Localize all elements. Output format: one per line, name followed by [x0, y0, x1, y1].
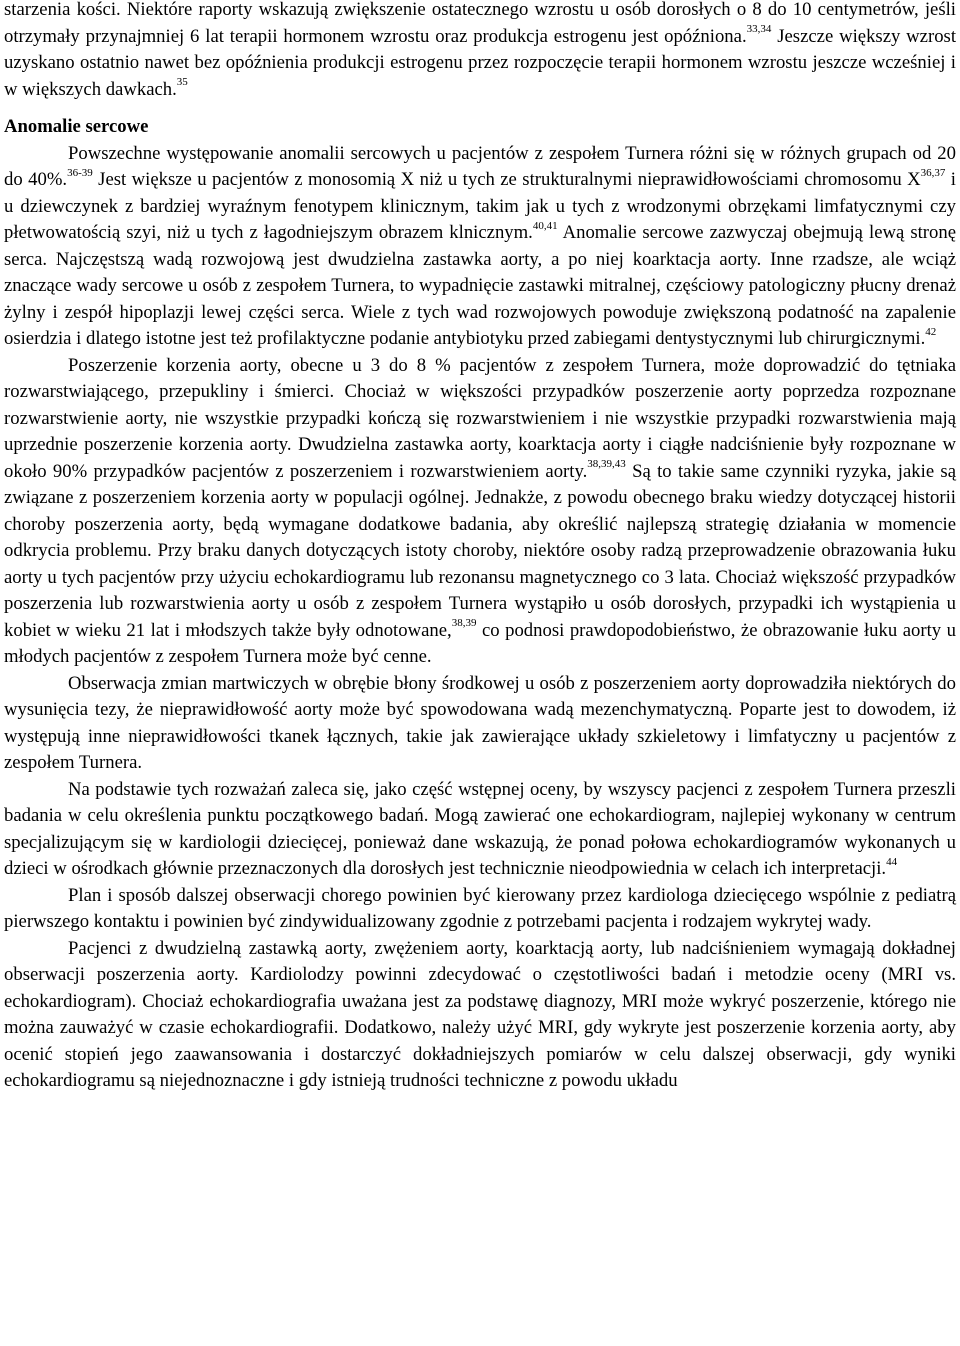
- citation: 36,37: [920, 166, 946, 179]
- paragraph-text: co podnosi prawdopodobieństwo, że obrazowanie łuku aorty u młodych pacjentów z zespołem Turnera może być cenne.: [4, 619, 956, 667]
- paragraph-text: Są to takie same czynniki ryzyka, jakie są związane z poszerzeniem korzenia aorty w populacji ogólnej. Jednakże, z powodu obecnego braku wiedzy dotyczącej historii choroby poszerzenia aorty, będą wymagane dodatkowe badania, aby określić najlepszą strategię działania w momencie odkrycia problemu. Przy braku danych dotyczących istoty choroby, niektóre osoby radzą przeprowadzenie obrazowania łuku aorty u tych pacjentów przy użyciu echokardiogramu lub rezonansu magnetycznego co 3 lata. Chociaż większość przypadków poszerzenia lub rozwarstwienia aorty u osób z zespołem Turnera wystąpiło u osób dorosłych, przypadki ich wystąpienia u kobiet w wieku 21 lat i młodszych także były odnotowane,: [4, 460, 956, 641]
- paragraph-text: Anomalie sercowe zazwyczaj obejmują lewą stronę serca. Najczęstszą wadą rozwojową jest dwudzielna zastawka aorty, a po niej koarktacja aorty. Inne rzadsze, ale wciąż znaczące wady sercowe u osób z zespołem Turnera, to wypadnięcie zastawki mitralnej, częściowy patologiczny płucny drenaż żylny i zespół hipoplazji lewej części serca. Wiele z tych wad rozwojowych powoduje zwiększoną podatność na zapalenie osierdzia i dlatego istotne jest też profilaktyczne podanie antybiotyku przed zabiegami dentystycznymi lub chirurgicznymi.: [4, 222, 956, 349]
- citation: 40,41: [532, 219, 558, 232]
- intro-text-2: Jeszcze większy wzrost uzyskano ostatnio nawet bez opóźnienia produkcji estrogenu przez rozpoczęcie terapii hormonem wzrostu jeszcze wcześniej i w większych dawkach.: [4, 25, 957, 100]
- citation: 44: [886, 855, 898, 868]
- intro-text-1: starzenia kości. Niektóre raporty wskazują zwiększenie ostatecznego wzrostu u osób dorosłych o 8 do 10 centymetrów, jeśli otrzymały przynajmniej 6 lat terapii hormonem wzrostu oraz produkcja estrogenu jest opóźniona.: [4, 0, 956, 47]
- paragraph-aortic-dilation: [4, 353, 956, 671]
- document-page: [4, 0, 956, 1095]
- paragraph-initial-evaluation: [4, 777, 956, 883]
- section-heading: Anomalie sercowe: [4, 116, 149, 137]
- paragraph-cardiac-anomalies: [4, 141, 956, 353]
- intro-paragraph: [4, 0, 956, 103]
- paragraph-text: i u dziewczynek z bardziej wyraźnym fenotypem klinicznym, takim jak u tych z wrodzonymi obrzękami limfatycznymi czy płetwowatością szyi, niż u tych z łagodniejszym obrazem klnicznym.: [4, 169, 956, 243]
- paragraph-text: Jest większe u pacjentów z monosomią X niż u tych ze strukturalnymi nieprawidłowościami chromosomu X: [92, 169, 921, 190]
- citation: 36-39: [67, 166, 93, 179]
- paragraph-text: Na podstawie tych rozważań zaleca się, jako część wstępnej oceny, by wszyscy pacjenci z zespołem Turnera przeszli badania w celu określenia punktu początkowego badań. Mogą zawierać one echokardiogram, najlepiej wykonany w centrum specjalizującym się w kardiologii dziecięcej, ponieważ dane wskazują, że ponad połowa echokardiogramów wykonanych u dzieci w ośrodkach głównie przeznaczonych dla dorosłych jest technicznie nieodpowiednia w celach ich interpretacji.: [4, 778, 956, 879]
- paragraph-text: Poszerzenie korzenia aorty, obecne u 3 do 8 % pacjentów z zespołem Turnera, może doprowadzić do tętniaka rozwarstwiającego, przepukliny i śmierci. Chociaż w większości przypadków poszerzenie aorty poprzedza rozpoznane rozwarstwienie aorty, nie wszystkie przypadki kończą się rozwarstwieniem i nie wszystkie przypadki rozwarstwienia mają uprzednie poszerzenie korzenia aorty. Dwudzielna zastawka aorty, koarktacja aorty i ciągłe nadciśnienie były rozpoznane w około 90% przypadków pacjentów z poszerzeniem i rozwarstwieniem aorty.: [4, 354, 956, 482]
- citation: 35: [176, 76, 188, 89]
- citation: 38,39,43: [587, 458, 626, 471]
- paragraph-text: Powszechne występowanie anomalii sercowych u pacjentów z zespołem Turnera różni się w różnych grupach od 20 do 40%.: [4, 142, 956, 190]
- paragraph-necrosis: Obserwacja zmian martwiczych w obrębie błony środkowej u osób z poszerzeniem aorty doprowadziła niektórych do wysunięcia tezy, że nieprawidłowość aorty może być spowodowana wadą mezenchymatyczną. Poparte jest to dowodem, iż występują inne nieprawidłowości tkanek łącznych, takie jak zawierające układy szkieletowy i limfatyczny u pacjentów z zespołem Turnera.: [4, 672, 956, 773]
- paragraph-follow-up-plan: Plan i sposób dalszej obserwacji chorego powinien być kierowany przez kardiologa dziecięcego wspólnie z pediatrą pierwszego kontaktu i powinien być zindywidualizowany zgodnie z potrzebami pacjenta i rodzajem wykrytej wady.: [4, 884, 956, 932]
- citation: 42: [925, 325, 937, 338]
- citation: 38,39: [451, 617, 477, 630]
- citation: 33,34: [746, 23, 772, 36]
- paragraph-monitoring: Pacjenci z dwudzielną zastawką aorty, zwężeniem aorty, koarktacją aorty, lub nadciśnieniem wymagają dokładnej obserwacji poszerzenia aorty. Kardiolodzy powinni zdecydować o częstotliwości badań i metodzie oceny (MRI vs. echokardiogram). Chociaż echokardiografia uważana jest za podstawę diagnozy, MRI może wykryć poszerzenie, którego nie można zauważyć w czasie echokardiografii. Dodatkowo, należy użyć MRI, gdy wykryte jest poszerzenie korzenia aorty, aby ocenić stopień jego zaawansowania i dostarczyć dokładniejszych pomiarów w celu dalszej obserwacji, gdy wyniki echokardiogramu są niejednoznaczne i gdy istnieją trudności techniczne z powodu układu: [4, 937, 956, 1091]
